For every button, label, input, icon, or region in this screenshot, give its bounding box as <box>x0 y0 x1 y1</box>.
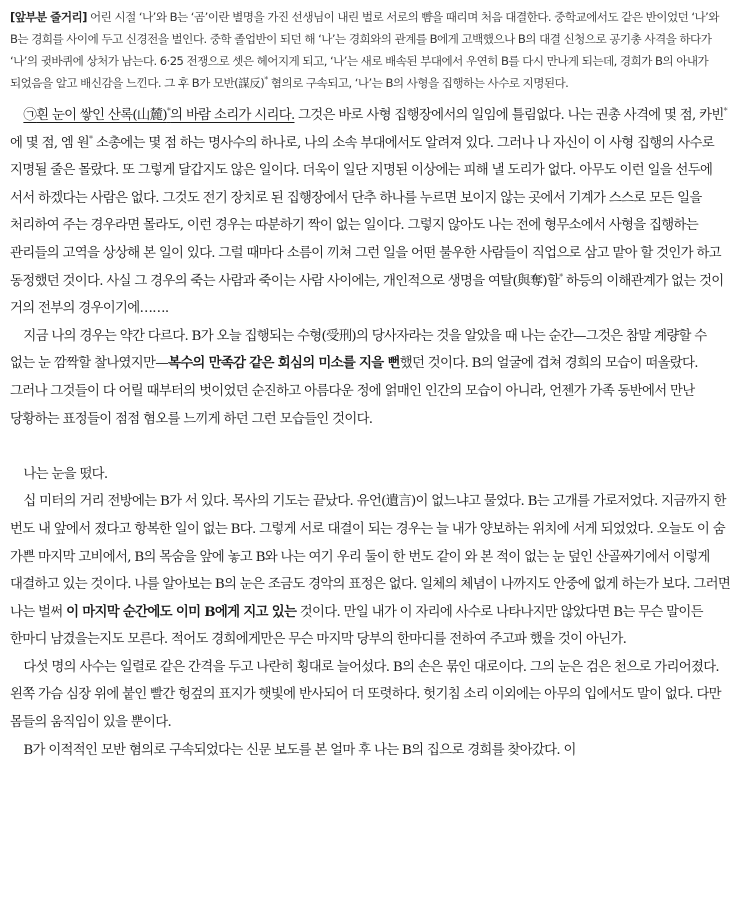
paragraph-2: 지금 나의 경우는 약간 다르다. B가 오늘 집행되는 수형(受刑)의 당사자라는 것을 알았을 때 나는 순간—그것은 참말 계량할 수 없는 눈 깜짝할 찰나였지만—복수의 만족감 같은 회심의 미소를 지을 뻔했던 것이다. B의 얼굴에 겹쳐 경희의 모습이 떠올랐다. 그러나 그것들이 다 어릴 때부터의 벗이었던 순진하고 아름다운 정에 얽매인 인간의 모습이 아니라, 언젠가 가족 동반에서 만난 당황하는 표정들이 점점 혐오를 느끼게 하던 그런 모습들인 것이다. <box>10 328 707 427</box>
summary-text-end: 혐의로 구속되고, ‘나’는 B의 사형을 집행하는 사수로 지명된다. <box>267 76 569 90</box>
paragraph-1: ㉠흰 눈이 쌓인 산록(山麓)*의 바람 소리가 시리다. 그것은 바로 사형 집행장에서의 일임에 틀림없다. 나는 권총 사격에 몇 점, 카빈*에 몇 점, 엠 원* 소총에는 몇 점 하는 명사수의 하나로, 나의 소속 부대에서도 알려져 있다. 그러나 나 자신이 이 사형 집행의 사수로 지명될 줄은 몰랐다. 또 그렇게 달갑지도 않은 일이다. 더욱이 일단 지명된 이상에는 피해 낼 도리가 없다. 아무도 이런 일을 선두에 서서 하겠다는 사람은 없다. 그것도 전기 장치로 된 집행장에서 단추 하나를 누르면 보이지 않는 곳에서 기계가 스스로 모든 일을 처리하여 주는 경우라면 몰라도, 이런 경우는 따분하기 짝이 없는 일이다. 그렇지 않아도 나는 전에 형무소에서 사형을 집행하는 관리들의 고역을 상상해 본 일이 있다. 그럴 때마다 소름이 끼쳐 그런 일을 어떤 불우한 사람들이 직업으로 삼고 맡아 할 것인가 하고 동정했던 것이다. 사실 그 경우의 죽는 사람과 죽이는 사람 사이에는, 개인적으로 생명을 여탈(與奪)할* 하등의 이해관계가 없는 것이 거의 전부의 경우이기에……. <box>10 106 727 317</box>
paragraph-3: 나는 눈을 떴다. <box>23 466 108 482</box>
plot-summary <box>10 6 733 94</box>
summary-text: 어린 시절 ‘나’와 B는 ‘곰’이란 별명을 가진 선생님이 내린 벌로 서로의 뺨을 때리며 처음 대결한다. 중학교에서도 같은 반이었던 ‘나’와 B는 경희를 사이에 두고 신경전을 벌인다. 중학 졸업반이 되던 해 ‘나’는 경희와의 관계를 B에게 고백했으나 B의 대결 신청으로 공기총 사격을 하다가 ‘나’의 귓바퀴에 상처가 남는다. 6·25 전쟁으로 셋은 헤어지게 되고, ‘나’는 새로 배속된 부대에서 우연히 B를 다시 만나게 되는데, 경희가 B의 아내가 되었음을 알고 배신감을 느낀다. 그 후 B가 모반(謀反) <box>10 10 719 90</box>
footnote-mark: * <box>88 134 93 144</box>
bold-phrase: 이 마지막 순간에도 이미 B에게 지고 있는 <box>66 603 297 620</box>
paragraph-6: B가 이적적인 모반 혐의로 구속되었다는 신문 보도를 본 얼마 후 나는 B의 집으로 경희를 찾아갔다. 이 <box>23 742 576 758</box>
footnote-mark: * <box>559 272 563 282</box>
passage-marker: ㉠ <box>23 108 37 123</box>
summary-label: [앞부분 줄거리] <box>10 10 87 24</box>
footnote-mark: * <box>723 106 727 116</box>
story-body <box>10 102 733 764</box>
section-gap <box>10 433 733 461</box>
bold-phrase: 복수의 만족감 같은 회심의 미소를 지을 뻔 <box>167 355 400 372</box>
footnote-mark: * <box>264 75 268 85</box>
footnote-mark: * <box>166 106 171 116</box>
underlined-passage: ㉠흰 눈이 쌓인 산록(山麓)*의 바람 소리가 시리다. <box>23 106 295 123</box>
paragraph-4: 십 미터의 거리 전방에는 B가 서 있다. 목사의 기도는 끝났다. 유언(遺言)이 없느냐고 물었다. B는 고개를 가로저었다. 지금까지 한 번도 내 앞에서 졌다고 항복한 일이 없는 B다. 그렇게 서로 대결이 되는 경우는 늘 내가 양보하는 위치에 서게 되었었다. 오늘도 이 숨 가쁜 마지막 고비에서, B의 목숨을 앞에 놓고 B와 나는 여기 우리 둘이 한 번도 같이 와 본 적이 없는 눈 덮인 산골짜기에서 이렇게 대결하고 있는 것이다. 나를 알아보는 B의 눈은 조금도 경악의 표정은 없다. 일체의 체념이 나까지도 안중에 없게 하는가 보다. 그러면 나는 벌써 이 마지막 순간에도 이미 B에게 지고 있는 것이다. 만일 내가 이 자리에 사수로 나타나지만 않았다면 B는 무슨 말이든 한마디 남겼을는지도 모른다. 적어도 경희에게만은 무슨 마지막 당부의 한마디를 전하여 주고파 했을 것이 아닌가. <box>10 494 731 648</box>
paragraph-5: 다섯 명의 사수는 일렬로 같은 간격을 두고 나란히 횡대로 늘어섰다. B의 손은 묶인 대로이다. 그의 눈은 검은 천으로 가리어졌다. 왼쪽 가슴 심장 위에 붙인 빨간 헝겊의 표지가 햇빛에 반사되어 더 또렷하다. 헛기침 소리 이외에는 아무의 입에서도 말이 없다. 다만 몸들의 움직임이 있을 뿐이다. <box>10 659 721 731</box>
